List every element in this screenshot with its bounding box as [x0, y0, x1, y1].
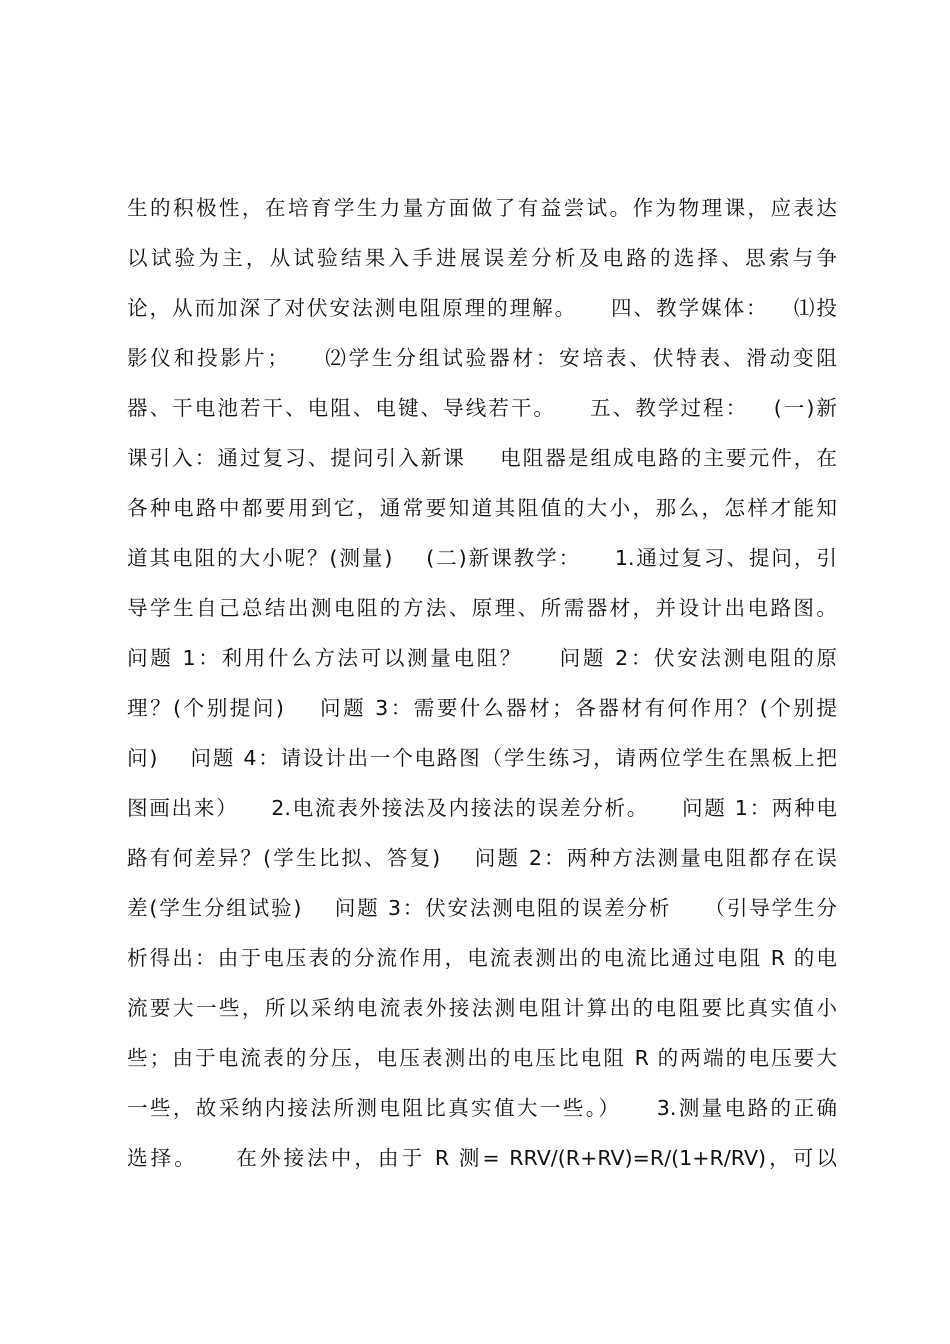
- text-line: 路有何差异？(学生比拟、答复) 问题 2：两种方法测量电阻都存在误: [127, 846, 837, 870]
- text-line: 问) 问题 4：请设计出一个电路图（学生练习，请两位学生在黑板上把: [127, 746, 837, 770]
- text-line: 流要大一些，所以采纳电流表外接法测电阻计算出的电阻要比真实值小: [127, 996, 837, 1020]
- text-line: 论，从而加深了对伏安法测电阻原理的理解。 四、教学媒体： ⑴投: [127, 296, 837, 320]
- body-text: [127, 183, 837, 1183]
- text-line: 些；由于电流表的分压，电压表测出的电压比电阻 R 的两端的电压要大: [127, 1046, 837, 1070]
- text-line: 道其电阻的大小呢？(测量) (二)新课教学： 1.通过复习、提问，引: [127, 546, 837, 570]
- text-line: 析得出：由于电压表的分流作用，电流表测出的电流比通过电阻 R 的电: [127, 946, 837, 970]
- text-line: 导学生自己总结出测电阻的方法、原理、所需器材，并设计出电路图。: [127, 596, 837, 620]
- text-line: 器、干电池若干、电阻、电键、导线若干。 五、教学过程： (一)新: [127, 396, 837, 420]
- text-line: 课引入：通过复习、提问引入新课 电阻器是组成电路的主要元件，在: [127, 446, 837, 470]
- text-line: 生的积极性，在培育学生力量方面做了有益尝试。作为物理课，应表达: [127, 196, 837, 220]
- text-line: 选择。 在外接法中，由于 R 测= RRV/(R+RV)=R/(1+R/RV)，可以: [127, 1146, 837, 1170]
- text-line: 图画出来） 2.电流表外接法及内接法的误差分析。 问题 1：两种电: [127, 796, 837, 820]
- text-line: 问题 1：利用什么方法可以测量电阻？ 问题 2：伏安法测电阻的原: [127, 646, 837, 670]
- text-line: 以试验为主，从试验结果入手进展误差分析及电路的选择、思索与争: [127, 246, 837, 270]
- text-line: 差(学生分组试验) 问题 3：伏安法测电阻的误差分析 （引导学生分: [127, 896, 837, 920]
- text-line: 各种电路中都要用到它，通常要知道其阻值的大小，那么，怎样才能知: [127, 496, 837, 520]
- text-line: 一些，故采纳内接法所测电阻比真实值大一些。） 3.测量电路的正确: [127, 1096, 837, 1120]
- text-line: 影仪和投影片； ⑵学生分组试验器材：安培表、伏特表、滑动变阻: [127, 346, 837, 370]
- text-line: 理？(个别提问) 问题 3：需要什么器材；各器材有何作用？(个别提: [127, 696, 837, 720]
